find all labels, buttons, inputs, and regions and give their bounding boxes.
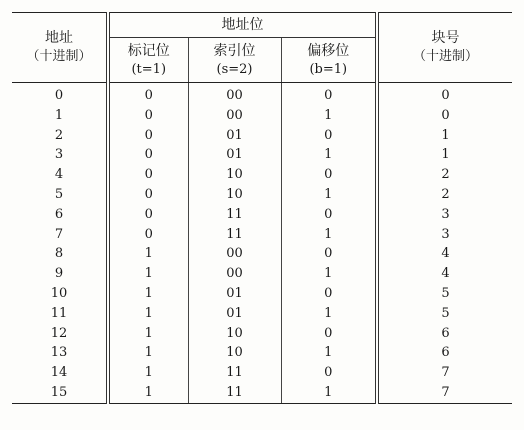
address-bits-table bbox=[12, 12, 512, 404]
index-param: (s=2) bbox=[216, 61, 253, 77]
address-cell: 0 bbox=[54, 88, 64, 104]
table-body bbox=[12, 83, 512, 404]
tag-cell: 1 bbox=[108, 264, 188, 284]
tag-cell: 0 bbox=[108, 165, 188, 185]
offset-cell: 1 bbox=[281, 145, 377, 165]
tag-column-header bbox=[108, 38, 188, 83]
table-row bbox=[12, 205, 512, 225]
address-unit: （十进制） bbox=[26, 49, 92, 65]
block-cell: 1 bbox=[441, 127, 450, 143]
offset-cell: 0 bbox=[281, 126, 377, 146]
address-label: 地址 bbox=[45, 30, 73, 47]
index-cell: 10 bbox=[188, 324, 281, 344]
tag-cell: 1 bbox=[108, 324, 188, 344]
index-cell: 00 bbox=[188, 244, 281, 264]
offset-label: 偏移位 bbox=[307, 42, 350, 59]
offset-cell: 1 bbox=[281, 106, 377, 126]
offset-cell: 1 bbox=[281, 185, 377, 205]
block-cell: 6 bbox=[441, 345, 450, 361]
offset-cell: 0 bbox=[281, 205, 377, 225]
tag-cell: 1 bbox=[108, 304, 188, 324]
address-cell: 9 bbox=[54, 266, 64, 282]
block-cell: 7 bbox=[377, 383, 512, 403]
table-row bbox=[12, 363, 512, 383]
block-cell: 5 bbox=[441, 286, 450, 302]
tag-cell: 1 bbox=[108, 244, 188, 264]
tag-cell: 1 bbox=[108, 363, 188, 383]
offset-cell: 0 bbox=[281, 363, 377, 383]
address-cell: 5 bbox=[54, 187, 64, 203]
table-row bbox=[12, 83, 512, 106]
block-unit: （十进制） bbox=[413, 49, 479, 65]
address-cell: 6 bbox=[54, 206, 64, 222]
block-cell: 3 bbox=[441, 226, 450, 242]
index-column-header bbox=[188, 38, 281, 83]
address-column-header bbox=[12, 13, 108, 83]
tag-label: 标记位 bbox=[127, 42, 170, 59]
block-cell: 2 bbox=[441, 187, 450, 203]
address-cell: 1 bbox=[54, 107, 64, 123]
index-cell: 01 bbox=[188, 284, 281, 304]
table-row bbox=[12, 126, 512, 146]
address-cell: 12 bbox=[50, 325, 68, 341]
tag-cell: 0 bbox=[108, 185, 188, 205]
index-cell: 11 bbox=[188, 205, 281, 225]
block-cell: 4 bbox=[441, 246, 450, 262]
address-cell: 14 bbox=[50, 365, 68, 381]
table-row bbox=[12, 244, 512, 264]
offset-cell: 0 bbox=[281, 324, 377, 344]
offset-cell: 1 bbox=[281, 343, 377, 363]
block-cell: 0 bbox=[441, 88, 450, 104]
index-cell: 00 bbox=[188, 83, 281, 106]
address-cell: 15 bbox=[12, 383, 108, 403]
tag-cell: 0 bbox=[108, 106, 188, 126]
address-cell: 13 bbox=[50, 345, 68, 361]
index-cell: 11 bbox=[188, 225, 281, 245]
table-row bbox=[12, 106, 512, 126]
block-cell: 7 bbox=[441, 365, 450, 381]
tag-cell: 0 bbox=[108, 145, 188, 165]
index-cell: 10 bbox=[188, 343, 281, 363]
tag-param: (t=1) bbox=[131, 61, 167, 77]
index-cell: 00 bbox=[188, 264, 281, 284]
address-cell: 3 bbox=[54, 147, 64, 163]
index-cell: 00 bbox=[188, 106, 281, 126]
tag-cell: 0 bbox=[108, 205, 188, 225]
address-cell: 2 bbox=[54, 127, 64, 143]
group-title: 地址位 bbox=[221, 16, 264, 33]
index-cell: 01 bbox=[188, 126, 281, 146]
tag-cell: 1 bbox=[108, 284, 188, 304]
tag-cell: 0 bbox=[108, 83, 188, 106]
index-cell: 10 bbox=[188, 165, 281, 185]
table-row bbox=[12, 383, 512, 403]
index-cell: 01 bbox=[188, 145, 281, 165]
table-row bbox=[12, 284, 512, 304]
offset-cell: 0 bbox=[281, 284, 377, 304]
block-column-header bbox=[377, 13, 512, 83]
block-label: 块号 bbox=[431, 30, 460, 47]
table-row bbox=[12, 343, 512, 363]
table-row bbox=[12, 264, 512, 284]
table-row bbox=[12, 145, 512, 165]
tag-cell: 0 bbox=[108, 126, 188, 146]
offset-cell: 1 bbox=[281, 264, 377, 284]
block-cell: 3 bbox=[441, 206, 450, 222]
address-bits-group-header bbox=[108, 13, 377, 38]
offset-column-header bbox=[281, 38, 377, 83]
block-cell: 2 bbox=[441, 167, 450, 183]
index-cell: 11 bbox=[188, 383, 281, 403]
address-cell: 8 bbox=[54, 246, 64, 262]
table-row bbox=[12, 225, 512, 245]
tag-cell: 1 bbox=[108, 383, 188, 403]
block-cell: 5 bbox=[441, 305, 450, 321]
table-row bbox=[12, 304, 512, 324]
offset-param: (b=1) bbox=[309, 61, 348, 77]
block-cell: 0 bbox=[441, 107, 450, 123]
address-cell: 10 bbox=[50, 286, 68, 302]
table-row bbox=[12, 324, 512, 344]
offset-cell: 1 bbox=[281, 304, 377, 324]
address-cell: 4 bbox=[54, 167, 64, 183]
address-cell: 7 bbox=[54, 226, 64, 242]
index-label: 索引位 bbox=[213, 42, 256, 59]
block-cell: 4 bbox=[441, 266, 450, 282]
index-cell: 11 bbox=[188, 363, 281, 383]
index-cell: 10 bbox=[188, 185, 281, 205]
address-cell: 11 bbox=[50, 305, 68, 321]
offset-cell: 1 bbox=[281, 383, 377, 403]
table-header bbox=[12, 13, 512, 83]
offset-cell: 0 bbox=[281, 165, 377, 185]
offset-cell: 0 bbox=[281, 244, 377, 264]
table-row bbox=[12, 185, 512, 205]
table-row bbox=[12, 165, 512, 185]
offset-cell: 0 bbox=[281, 83, 377, 106]
tag-cell: 1 bbox=[108, 343, 188, 363]
block-cell: 6 bbox=[441, 325, 450, 341]
offset-cell: 1 bbox=[281, 225, 377, 245]
index-cell: 01 bbox=[188, 304, 281, 324]
block-cell: 1 bbox=[441, 147, 450, 163]
tag-cell: 0 bbox=[108, 225, 188, 245]
